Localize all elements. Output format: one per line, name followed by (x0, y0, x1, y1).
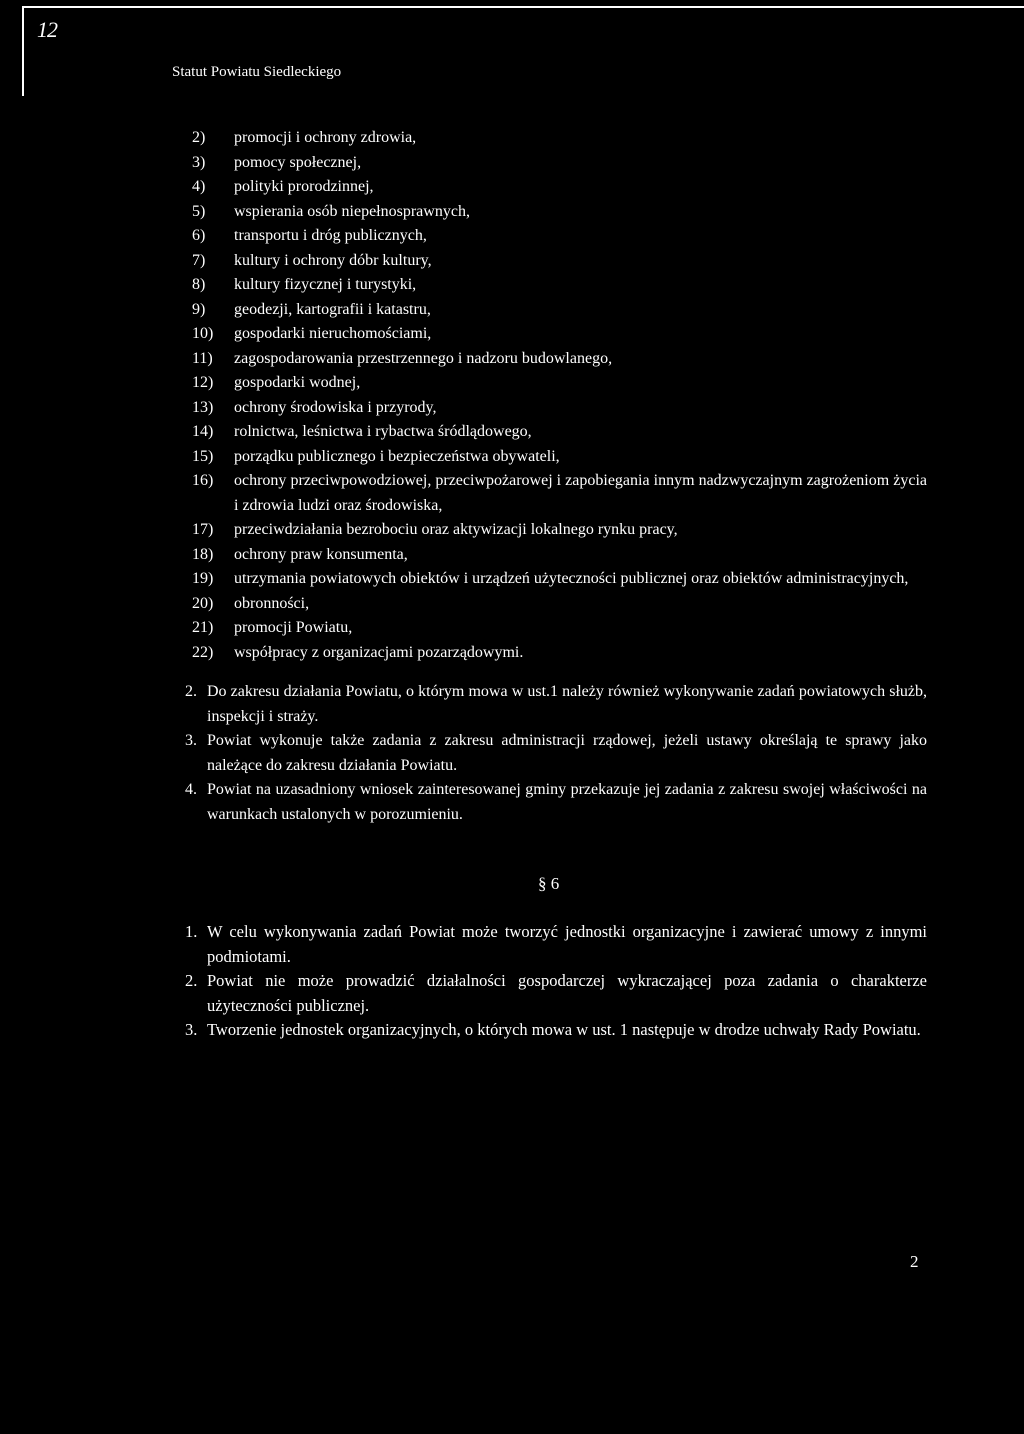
list-item-number: 8) (192, 276, 206, 293)
list-item (192, 592, 927, 617)
paragraph-text: W celu wykonywania zadań Powiat może tworzyć jednostki organizacyjne i zawierać umowy z innymi podmiotami. (207, 922, 927, 966)
paragraph-text: Powiat nie może prowadzić działalności gospodarczej wykraczającej poza zadania o charakterze użyteczności publicznej. (207, 971, 927, 1015)
list-item (192, 445, 927, 470)
list-item-text: kultury i ochrony dóbr kultury, (234, 251, 432, 269)
list-item-text: zagospodarowania przestrzennego i nadzoru budowlanego, (234, 349, 613, 367)
list-item-number: 18) (192, 545, 214, 563)
list-item-text: rolnictwa, leśnictwa i rybactwa śródlądowego, (234, 423, 532, 440)
list-item-number: 4) (192, 178, 206, 195)
list-item-number: 15) (192, 447, 214, 465)
paragraph-text: Powiat na uzasadniony wniosek zainteresowanej gminy przekazuje jej zadania z zakresu swojej właściwości na warunkach ustalonych w porozumieniu. (207, 781, 927, 823)
list-item (192, 298, 927, 323)
list-item (192, 151, 927, 176)
list-item-number: 9) (192, 300, 206, 318)
list-item-text: polityki prorodzinnej, (234, 178, 374, 195)
list-item-text: ochrony praw konsumenta, (234, 545, 408, 563)
list-item-number: 11) (192, 349, 213, 367)
list-item-number: 21) (192, 619, 214, 636)
list-item-text: transportu i dróg publicznych, (234, 227, 427, 244)
paragraph-number: 1. (185, 922, 198, 941)
list-item-text: przeciwdziałania bezrobociu oraz aktywizacji lokalnego rynku pracy, (234, 521, 678, 538)
list-item-text: gospodarki wodnej, (234, 374, 361, 391)
list-item-text: obronności, (234, 594, 310, 612)
list-item-text: gospodarki nieruchomościami, (234, 325, 432, 342)
list-item-number: 13) (192, 398, 214, 416)
paragraph-text: Tworzenie jednostek organizacyjnych, o których mowa w ust. 1 następuje w drodze uchwały Rady Powiatu. (207, 1020, 921, 1039)
list-item-number: 16) (192, 472, 214, 489)
list-item-text: promocji Powiatu, (234, 619, 353, 636)
paragraph-number: 2. (185, 683, 197, 700)
paragraph-list (185, 680, 927, 827)
section-paragraph-list (185, 920, 927, 1043)
task-list (192, 126, 927, 665)
list-item-text: ochrony przeciwpowodziowej, przeciwpożarowej i zapobiegania innym nadzwyczajnym zagrożeniom życia i zdrowia ludzi oraz środowiska, (234, 472, 927, 514)
list-item-text: porządku publicznego i bezpieczeństwa obywateli, (234, 447, 560, 465)
paragraph-number: 3. (185, 732, 197, 749)
list-item-text: kultury fizycznej i turystyki, (234, 276, 417, 293)
list-item-text: geodezji, kartografii i katastru, (234, 300, 431, 318)
paragraph (185, 969, 927, 1018)
paragraph-number: 3. (185, 1020, 198, 1039)
list-item (192, 567, 927, 592)
page-frame-left-border (22, 6, 24, 96)
paragraph-text: Do zakresu działania Powiatu, o którym mowa w ust.1 należy również wykonywanie zadań powiatowych służb, inspekcji i straży. (207, 683, 927, 725)
list-item (192, 347, 927, 372)
list-item (192, 616, 927, 641)
list-item-number: 17) (192, 521, 214, 538)
paragraph-number: 4. (185, 781, 197, 798)
list-item-number: 7) (192, 251, 206, 269)
paragraph (185, 729, 927, 778)
list-item-text: współpracy z organizacjami pozarządowymi. (234, 643, 524, 661)
list-item (192, 518, 927, 543)
section-heading: § 6 (538, 874, 560, 893)
paragraph (185, 920, 927, 969)
paragraph (185, 1018, 927, 1043)
list-item (192, 200, 927, 225)
list-item-number: 10) (192, 325, 214, 342)
list-item (192, 224, 927, 249)
list-item-number: 14) (192, 423, 214, 440)
document-header: Statut Powiatu Siedleckiego (172, 64, 342, 80)
list-item-text: pomocy społecznej, (234, 153, 362, 171)
list-item-number: 6) (192, 227, 206, 244)
list-item (192, 249, 927, 274)
handwritten-page-mark: 12 (37, 17, 57, 42)
list-item-text: promocji i ochrony zdrowia, (234, 129, 417, 146)
paragraph-text: Powiat wykonuje także zadania z zakresu administracji rządowej, jeżeli ustawy określają te sprawy jako należące do zakresu działania Powiatu. (207, 732, 927, 774)
list-item (192, 543, 927, 568)
list-item (192, 469, 927, 518)
list-item-number: 19) (192, 570, 214, 587)
paragraph (185, 778, 927, 827)
list-item-text: ochrony środowiska i przyrody, (234, 398, 437, 416)
list-item-number: 22) (192, 643, 214, 661)
list-item-text: utrzymania powiatowych obiektów i urządzeń użyteczności publicznej oraz obiektów administracyjnych, (234, 570, 909, 587)
list-item (192, 641, 927, 666)
list-item-number: 5) (192, 202, 206, 220)
page-frame-top-border (22, 6, 1024, 8)
list-item (192, 322, 927, 347)
list-item-number: 20) (192, 594, 214, 612)
list-item (192, 420, 927, 445)
list-item (192, 273, 927, 298)
list-item-text: wspierania osób niepełnosprawnych, (234, 202, 470, 220)
list-item (192, 371, 927, 396)
list-item (192, 175, 927, 200)
page-number: 2 (910, 1252, 919, 1271)
paragraph (185, 680, 927, 729)
list-item (192, 126, 927, 151)
list-item-number: 2) (192, 129, 206, 146)
list-item-number: 12) (192, 374, 214, 391)
paragraph-number: 2. (185, 971, 198, 990)
list-item (192, 396, 927, 421)
list-item-number: 3) (192, 153, 206, 171)
